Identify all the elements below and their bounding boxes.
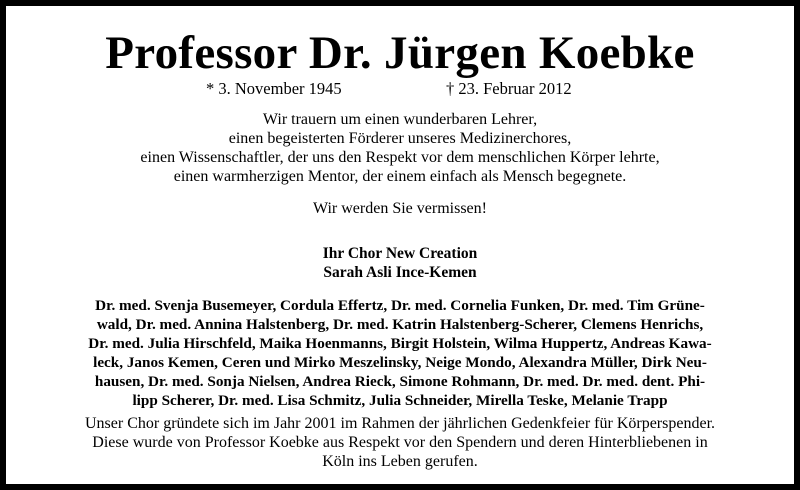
history-line: Unser Chor gründete sich im Jahr 2001 im Rahmen der jährlichen Gedenkfeier für Körperspender. (84, 415, 716, 432)
member-line: wald, Dr. med. Annina Halstenberg, Dr. med. Katrin Halstenberg-Scherer, Clemens Henrichs, (96, 316, 704, 333)
tribute-text (6, 110, 794, 186)
signer-line: Ihr Chor New Creation (322, 245, 478, 262)
choir-history (6, 414, 794, 471)
member-line: leck, Janos Kemen, Ceren und Mirko Meszelinsky, Neige Mondo, Alexandra Müller, Dirk Neu- (93, 354, 707, 371)
member-list (6, 296, 794, 410)
member-line: lipp Scherer, Dr. med. Lisa Schmitz, Julia Schneider, Mirella Teske, Melanie Trapp (132, 392, 668, 409)
birth-date: * 3. November 1945 (206, 79, 342, 98)
tribute-line: einen warmherzigen Mentor, der einem einfach als Mensch begegnete. (173, 168, 627, 185)
signers (6, 244, 794, 282)
deceased-name: Professor Dr. Jürgen Koebke (105, 27, 695, 79)
history-line: Köln ins Leben gerufen. (322, 453, 478, 470)
member-line: Dr. med. Svenja Busemeyer, Cordula Effertz, Dr. med. Cornelia Funken, Dr. med. Tim Grüne- (95, 297, 705, 314)
tribute-line: Wir trauern um einen wunderbaren Lehrer, (262, 111, 538, 128)
farewell-text: Wir werden Sie vermissen! (313, 200, 487, 217)
history-line: Diese wurde von Professor Koebke aus Respekt vor den Spendern und deren Hinterbliebenen in (92, 434, 708, 451)
member-line: Dr. med. Julia Hirschfeld, Maika Hoenmanns, Birgit Holstein, Wilma Huppertz, Andreas Kawa- (88, 335, 712, 352)
death-date: † 23. Februar 2012 (446, 79, 572, 98)
member-line: hausen, Dr. med. Sonja Nielsen, Andrea Rieck, Simone Rohmann, Dr. med. Dr. med. dent. Phi- (94, 373, 706, 390)
tribute-line: einen begeisterten Förderer unseres Medizinerchores, (228, 130, 572, 147)
tribute-line: einen Wissenschaftler, der uns den Respekt vor dem menschlichen Körper lehrte, (140, 149, 660, 166)
signer-line: Sarah Asli Ince-Kemen (323, 264, 477, 281)
